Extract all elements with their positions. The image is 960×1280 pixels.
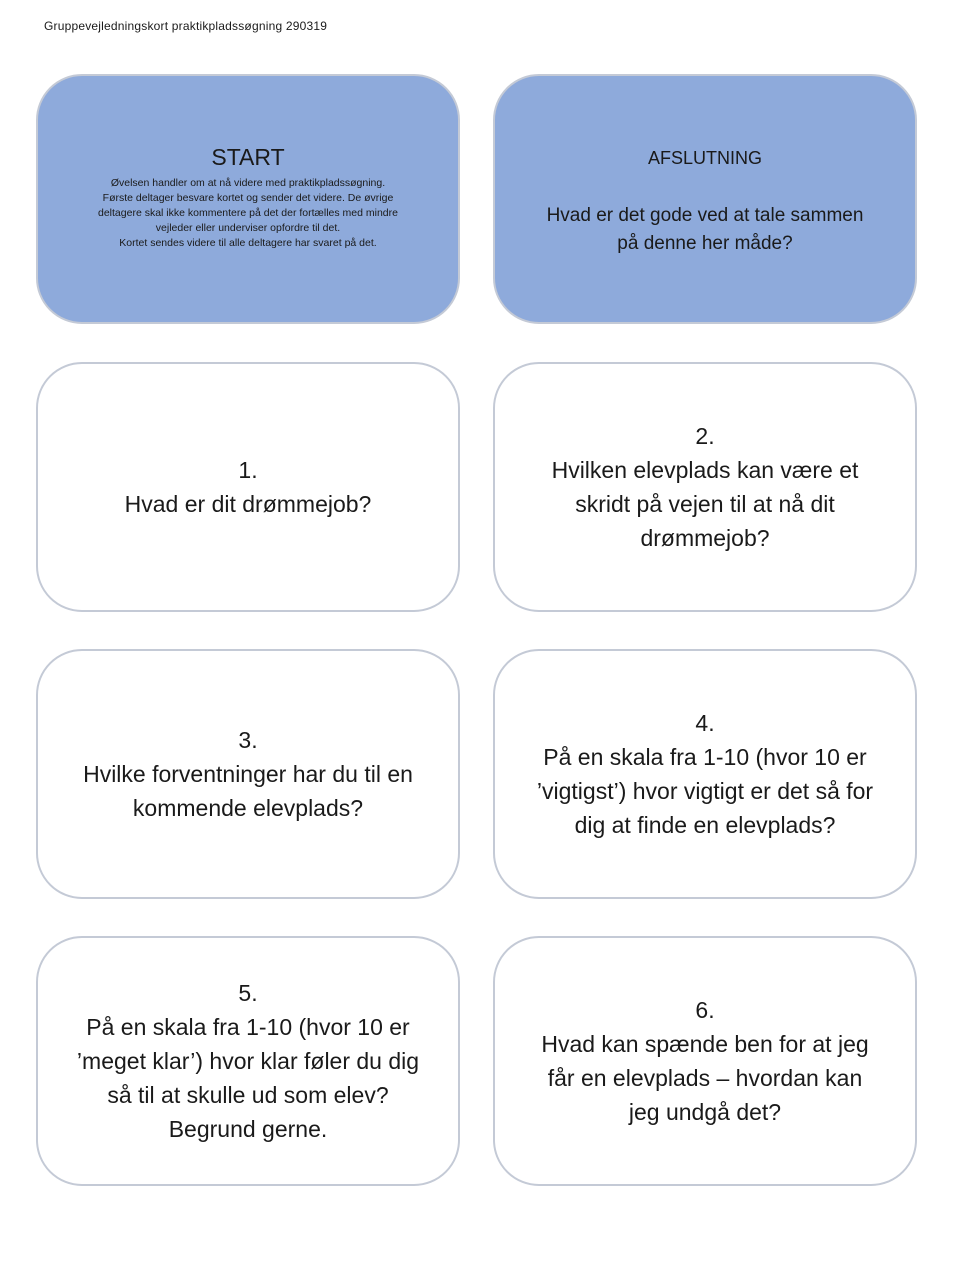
- end-card-title: AFSLUTNING: [647, 148, 762, 168]
- question-card-3: [36, 649, 460, 899]
- start-card-title: START: [211, 144, 285, 170]
- card-question: Hvad kan spænde ben for at jeg får en elevplads – hvordan kan jeg undgå det?: [541, 1031, 869, 1125]
- card-number: 3.: [238, 727, 258, 753]
- question-card-5: [36, 936, 460, 1186]
- start-card-instructions: Øvelsen handler om at nå videre med praktikpladssøgning. Første deltager besvare kortet og sender det videre. De øvrige deltagere skal ikke kommentere på det der fortælles med mindre vejleder eller underviser opfordre til det. Kortet sendes videre til alle deltagere har svaret på det.: [98, 177, 398, 249]
- end-card-question: Hvad er det gode ved at tale sammen på denne her måde?: [546, 205, 864, 254]
- card-question: På en skala fra 1-10 (hvor 10 er ’meget klar’) hvor klar føler du dig så til at skulle ud som elev? Begrund gerne.: [76, 1014, 420, 1142]
- document-header: Gruppevejledningskort praktikpladssøgning 290319: [44, 19, 328, 33]
- question-card-4: [493, 649, 917, 899]
- question-card-6: [493, 936, 917, 1186]
- card-number: 5.: [238, 980, 258, 1006]
- question-card-2: [493, 362, 917, 612]
- end-card: [493, 74, 917, 324]
- card-number: 2.: [695, 423, 715, 449]
- card-number: 1.: [238, 457, 258, 483]
- card-question: På en skala fra 1-10 (hvor 10 er ’vigtigst’) hvor vigtigt er det så for dig at finde en elevplads?: [536, 744, 874, 838]
- card-question: Hvad er dit drømmejob?: [124, 491, 372, 517]
- start-card: [36, 74, 460, 324]
- card-question: Hvilke forventninger har du til en kommende elevplads?: [83, 761, 413, 821]
- card-number: 6.: [695, 997, 715, 1023]
- card-number: 4.: [695, 710, 715, 736]
- card-question: Hvilken elevplads kan være et skridt på vejen til at nå dit drømmejob?: [551, 457, 859, 551]
- question-card-1: [36, 362, 460, 612]
